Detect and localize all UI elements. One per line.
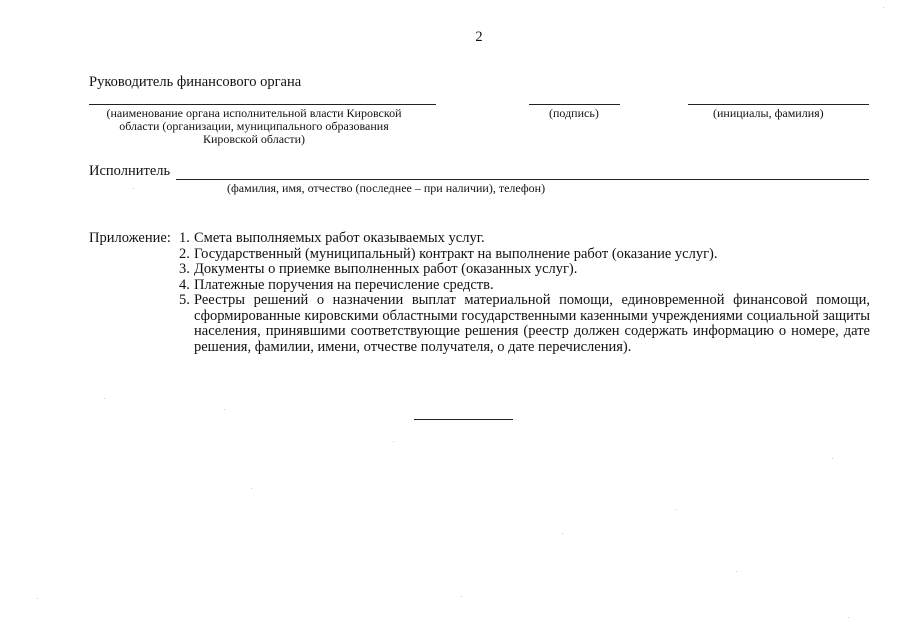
executor-label: Исполнитель [89, 163, 171, 179]
executor-line [176, 179, 869, 180]
appendix-item-text: Реестры решений о назначении выплат материальной помощи, единовременной финансовой помощи, сформированные кировскими областными государственными казенными учреждениями социальной защиты населения, принявшими соответствующие решения (реестр должен содержать информацию о номере, дате решения, фамилии, имени, отчестве получателя, о дате перечисления). [194, 292, 870, 355]
organization-caption [89, 107, 419, 146]
scan-speck [224, 409, 225, 410]
appendix-item [179, 293, 870, 355]
scan-speck [883, 7, 884, 8]
appendix-item-text: Государственный (муниципальный) контракт на выполнение работ (оказание услуг). [194, 245, 718, 262]
scan-speck [848, 617, 849, 618]
scan-speck [676, 509, 677, 510]
organization-caption-line: Кировской области) [202, 132, 306, 146]
scan-speck [461, 596, 462, 597]
appendix-item-number: 3. [179, 261, 190, 277]
executor-caption: (фамилия, имя, отчество (последнее – при наличии), телефон) [227, 181, 546, 195]
initials-name-caption: (инициалы, фамилия) [713, 106, 824, 120]
appendix-list [179, 231, 870, 355]
appendix-item-number: 5. [179, 292, 190, 308]
scan-speck [562, 533, 563, 534]
scan-speck [832, 458, 833, 459]
appendix-item-text: Документы о приемке выполненных работ (оказанных услуг). [194, 261, 578, 277]
scan-speck [251, 488, 252, 489]
scan-speck [37, 598, 38, 599]
appendix-item [179, 278, 870, 294]
appendix-label: Приложение: [89, 230, 171, 246]
scan-speck [393, 441, 394, 442]
page-number: 2 [475, 29, 483, 45]
appendix-item-number: 4. [179, 276, 190, 293]
appendix-item-number: 1. [179, 230, 190, 246]
signature-line [529, 104, 620, 105]
appendix-item-text: Смета выполняемых работ оказываемых услуг. [194, 230, 485, 246]
scan-speck [104, 398, 105, 399]
scan-speck [133, 188, 134, 189]
appendix-item [179, 231, 870, 247]
name-line [688, 104, 869, 105]
organization-signature-line [89, 104, 436, 105]
appendix-item-number: 2. [179, 245, 190, 262]
organization-caption-line: (наименование органа исполнительной власти Кировской [106, 106, 402, 120]
organization-caption-line: области (организации, муниципального образования [119, 119, 389, 133]
scan-speck [736, 571, 737, 572]
appendix-item-text: Платежные поручения на перечисление средств. [194, 276, 494, 293]
end-of-document-line [414, 419, 513, 420]
appendix-item [179, 262, 870, 278]
head-of-finance-title: Руководитель финансового органа [89, 74, 302, 90]
signature-caption: (подпись) [549, 106, 599, 120]
appendix-item [179, 247, 870, 263]
